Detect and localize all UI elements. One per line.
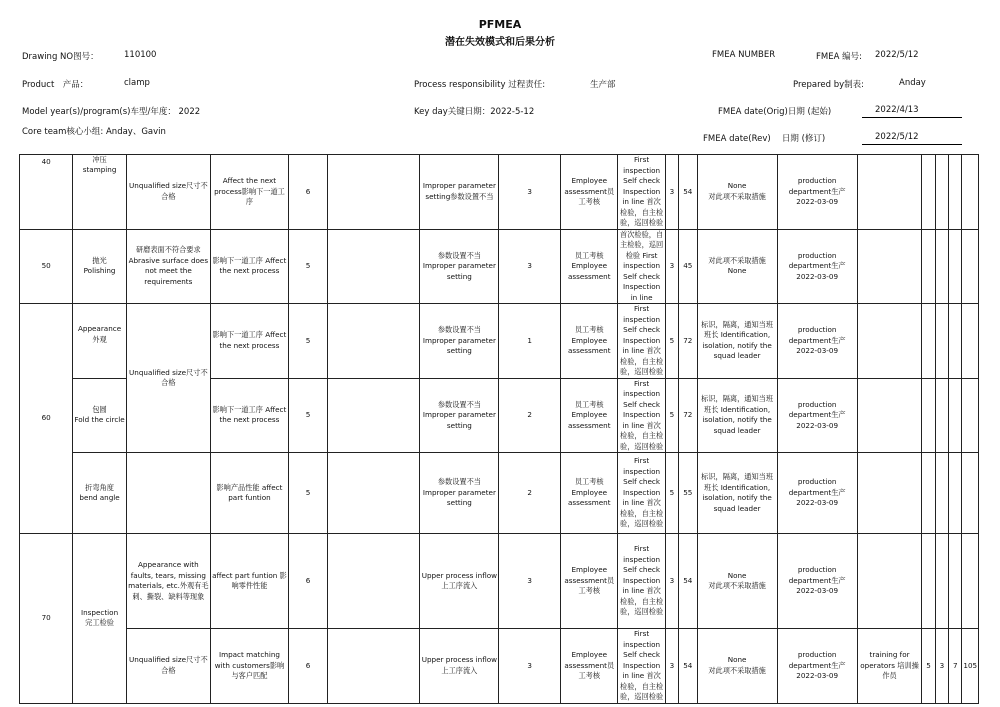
action-taken: 标识，隔离，通知当班班长 Identification, isolation, notify the squad leader — [697, 378, 777, 453]
process-name: 包圆 Fold the circle — [73, 378, 126, 453]
new-rpn — [962, 378, 979, 453]
process-step-number: 40 — [20, 155, 73, 230]
fmea-date-rev-label: FMEA date(Rev) 日期 (修订) — [703, 134, 826, 144]
new-occurrence — [935, 534, 948, 629]
prevention-control: Employee assessment员工考核 — [561, 155, 618, 230]
detection: 5 — [665, 378, 678, 453]
occurrence: 2 — [499, 453, 561, 534]
rpn: 54 — [679, 629, 697, 704]
failure-cause: 参数设置不当 Improper parameter setting — [420, 229, 499, 304]
action-taken: None 对此项不采取措施 — [697, 534, 777, 629]
pfmea-table — [19, 154, 979, 704]
new-severity — [922, 304, 935, 379]
classification-cell — [327, 304, 419, 379]
date-rev-underline — [862, 144, 962, 145]
process-step-number: 70 — [20, 534, 73, 704]
failure-effect: Affect the next process影响下一道工序 — [210, 155, 288, 230]
recommended-action: training for operators 培训操作员 — [857, 629, 922, 704]
rpn: 54 — [679, 155, 697, 230]
new-detection — [949, 534, 962, 629]
new-occurrence — [935, 453, 948, 534]
action-taken: 标识，隔离，通知当班班长 Identification, isolation, notify the squad leader — [697, 304, 777, 379]
responsibility-date: production department生产 2022-03-09 — [777, 629, 857, 704]
new-occurrence — [935, 304, 948, 379]
classification-cell — [327, 629, 419, 704]
action-taken: None 对此项不采取措施 — [697, 155, 777, 230]
rpn: 55 — [679, 453, 697, 534]
process-name: Appearance 外观 — [73, 304, 126, 379]
detection-control: First inspection Self check Inspection in line 首次检验，自主检验，巡回检验 — [618, 155, 665, 230]
rpn: 72 — [679, 304, 697, 379]
classification-cell — [327, 155, 419, 230]
occurrence: 3 — [499, 229, 561, 304]
responsibility-date: production department生产 2022-03-09 — [777, 378, 857, 453]
detection: 3 — [665, 629, 678, 704]
classification-cell — [327, 378, 419, 453]
responsibility-date: production department生产 2022-03-09 — [777, 453, 857, 534]
prevention-control: Employee assessment员工考核 — [561, 534, 618, 629]
detection-control: First inspection Self check Inspection in line 首次检验，自主检验，巡回检验 — [618, 378, 665, 453]
process-step-number: 50 — [20, 229, 73, 304]
process-name: 抛光 Polishing — [73, 229, 126, 304]
action-taken: None 对此项不采取措施 — [697, 629, 777, 704]
occurrence: 3 — [499, 629, 561, 704]
key-day: Key day关键日期：2022-5-12 — [414, 107, 535, 117]
failure-effect: 影响下一道工序 Affect the next process — [210, 304, 288, 379]
detection-control: First inspection Self check Inspection in line 首次检验，自主检验，巡回检验 — [618, 629, 665, 704]
severity: 5 — [288, 304, 327, 379]
prevention-control: 员工考核 Employee assessment — [561, 304, 618, 379]
severity: 5 — [288, 378, 327, 453]
date-orig-underline — [862, 117, 962, 118]
fmea-no-label: FMEA 编号: — [816, 52, 862, 62]
process-responsibility-value: 生产部 — [590, 80, 616, 90]
failure-cause: 参数设置不当 Improper parameter setting — [420, 378, 499, 453]
model-year: Model year(s)/program(s)车型/年度： 2022 — [22, 107, 201, 117]
new-severity — [922, 229, 935, 304]
responsibility-date: production department生产 2022-03-09 — [777, 155, 857, 230]
product-value: clamp — [124, 78, 150, 88]
failure-cause: Upper process inflow上工序流入 — [420, 534, 499, 629]
recommended-action — [857, 534, 922, 629]
failure-mode: Unqualified size尺寸不合格 — [126, 629, 210, 704]
table-row-70-size — [20, 629, 979, 704]
drawing-no-value: 110100 — [124, 50, 157, 60]
fmea-date-orig-value: 2022/4/13 — [875, 105, 919, 115]
severity: 5 — [288, 229, 327, 304]
detection-control: 首次检验，自主检验，巡回检验 First inspection Self check Inspection in line — [618, 229, 665, 304]
document-subtitle: 潜在失效模式和后果分析 — [445, 37, 555, 48]
new-detection — [949, 453, 962, 534]
new-rpn — [962, 304, 979, 379]
occurrence: 1 — [499, 304, 561, 379]
new-detection — [949, 155, 962, 230]
new-occurrence — [935, 229, 948, 304]
table-row-60-bend-angle — [20, 453, 979, 534]
new-severity — [922, 534, 935, 629]
table-row-40 — [20, 155, 979, 230]
failure-effect: 影响下一道工序 Affect the next process — [210, 378, 288, 453]
failure-effect: 影响产品性能 affect part funtion — [210, 453, 288, 534]
new-rpn: 105 — [962, 629, 979, 704]
failure-cause: 参数设置不当 Improper parameter setting — [420, 304, 499, 379]
detection-control: First inspection Self check Inspection in line 首次检验，自主检验，巡回检验 — [618, 534, 665, 629]
severity: 6 — [288, 155, 327, 230]
recommended-action — [857, 229, 922, 304]
occurrence: 3 — [499, 534, 561, 629]
prevention-control: Employee assessment员工考核 — [561, 629, 618, 704]
classification-cell — [327, 534, 419, 629]
drawing-no-label: Drawing NO图号： — [22, 52, 99, 62]
product-label: Product 产品： — [22, 80, 89, 90]
new-severity — [922, 155, 935, 230]
action-taken: 对此项不采取措施 None — [697, 229, 777, 304]
classification-cell — [327, 453, 419, 534]
prevention-control: 员工考核 Employee assessment — [561, 453, 618, 534]
document-title: PFMEA — [478, 18, 522, 31]
failure-mode: Appearance with faults, tears, missing materials, etc.外观有毛刺、撕裂、缺料等现象 — [126, 534, 210, 629]
table-row-60-appearance — [20, 304, 979, 379]
severity: 6 — [288, 629, 327, 704]
detection: 3 — [665, 155, 678, 230]
prepared-by-label: Prepared by制表: — [793, 80, 865, 90]
rpn: 45 — [679, 229, 697, 304]
classification-cell — [327, 229, 419, 304]
new-detection: 7 — [949, 629, 962, 704]
fmea-number-label: FMEA NUMBER — [712, 50, 776, 60]
detection: 3 — [665, 534, 678, 629]
new-severity — [922, 378, 935, 453]
fmea-date-orig-label: FMEA date(Orig)日期 (起始) — [718, 107, 832, 117]
responsibility-date: production department生产 2022-03-09 — [777, 304, 857, 379]
failure-mode: Unqualified size尺寸不合格 — [126, 304, 210, 453]
failure-mode — [126, 453, 210, 534]
failure-mode: 研磨表面不符合要求 Abrasive surface does not meet the requirements — [126, 229, 210, 304]
core-team: Core team核心小组: Anday、Gavin — [22, 127, 166, 137]
new-occurrence: 3 — [935, 629, 948, 704]
new-detection — [949, 304, 962, 379]
occurrence: 2 — [499, 378, 561, 453]
rpn: 72 — [679, 378, 697, 453]
detection-control: First inspection Self check Inspection in line 首次检验，自主检验，巡回检验 — [618, 453, 665, 534]
new-rpn — [962, 534, 979, 629]
recommended-action — [857, 155, 922, 230]
recommended-action — [857, 378, 922, 453]
new-detection — [949, 378, 962, 453]
detection: 3 — [665, 229, 678, 304]
new-occurrence — [935, 155, 948, 230]
failure-cause: 参数设置不当 Improper parameter setting — [420, 453, 499, 534]
process-responsibility-label: Process responsibility 过程责任: — [414, 80, 546, 90]
new-rpn — [962, 453, 979, 534]
recommended-action — [857, 453, 922, 534]
process-name: Inspection 完工检验 — [73, 534, 126, 704]
detection-control: First inspection Self check Inspection in line 首次检验，自主检验，巡回检验 — [618, 304, 665, 379]
table-row-50 — [20, 229, 979, 304]
process-name: 折弯角度 bend angle — [73, 453, 126, 534]
new-severity: 5 — [922, 629, 935, 704]
failure-effect: 影响下一道工序 Affect the next process — [210, 229, 288, 304]
failure-cause: Upper process inflow上工序流入 — [420, 629, 499, 704]
fmea-date-rev-value: 2022/5/12 — [875, 132, 919, 142]
detection: 5 — [665, 304, 678, 379]
failure-effect: affect part funtion 影响零件性能 — [210, 534, 288, 629]
prevention-control: 员工考核 Employee assessment — [561, 378, 618, 453]
detection: 5 — [665, 453, 678, 534]
responsibility-date: production department生产 2022-03-09 — [777, 534, 857, 629]
new-severity — [922, 453, 935, 534]
new-occurrence — [935, 378, 948, 453]
prepared-by-value: Anday — [899, 78, 926, 88]
new-rpn — [962, 229, 979, 304]
new-detection — [949, 229, 962, 304]
fmea-no-value: 2022/5/12 — [875, 50, 919, 60]
severity: 5 — [288, 453, 327, 534]
new-rpn — [962, 155, 979, 230]
recommended-action — [857, 304, 922, 379]
process-name: 冲压 stamping — [73, 155, 126, 230]
responsibility-date: production department生产 2022-03-09 — [777, 229, 857, 304]
severity: 6 — [288, 534, 327, 629]
prevention-control: 员工考核 Employee assessment — [561, 229, 618, 304]
process-step-number: 60 — [20, 304, 73, 534]
failure-mode: Unqualified size尺寸不合格 — [126, 155, 210, 230]
failure-cause: Improper parameter setting参数设置不当 — [420, 155, 499, 230]
action-taken: 标识，隔离，通知当班班长 Identification, isolation, notify the squad leader — [697, 453, 777, 534]
table-row-70-appearance — [20, 534, 979, 629]
occurrence: 3 — [499, 155, 561, 230]
failure-effect: Impact matching with customers影响与客户匹配 — [210, 629, 288, 704]
rpn: 54 — [679, 534, 697, 629]
